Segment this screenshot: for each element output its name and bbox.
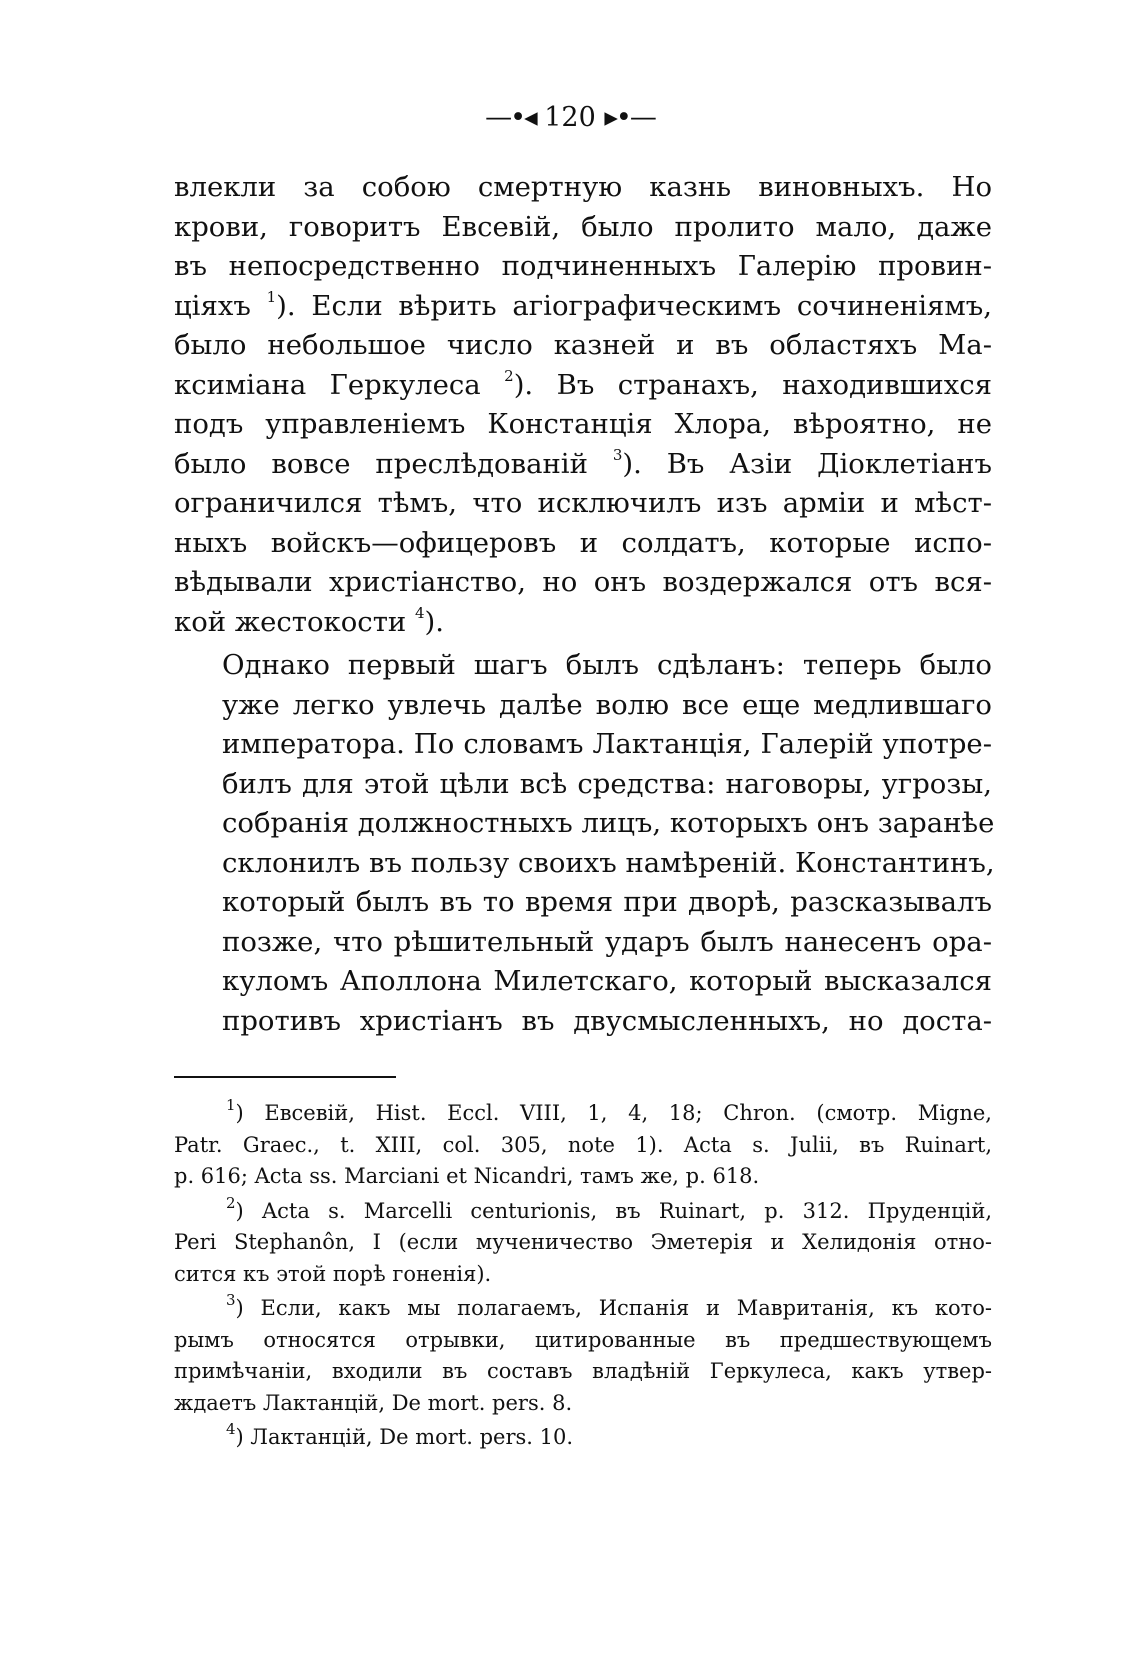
footnote-line: Peri Stephanôn, I (если мученичество Эметерія и Хелидонія отно- — [174, 1230, 992, 1254]
footnote-line: $^3$) Если, какъ мы полагаемъ, Испанія и Мавританія, къ кото- — [226, 1291, 992, 1320]
footnote-line: ждаетъ Лактанцій, De mort. pers. 8. — [174, 1390, 573, 1415]
text-line: императора. По словамъ Лактанція, Галерій употре- — [222, 728, 992, 760]
footnote-line: примѣчаніи, входили въ составъ владѣній Геркулеса, какъ утвер- — [174, 1359, 992, 1383]
page-number-value: 120 — [544, 102, 596, 133]
footnote-marker: 1 — [226, 1096, 236, 1114]
footnote-line: рымъ относятся отрывки, цитированные въ предшествующемъ — [174, 1327, 992, 1352]
text-line: Однако первый шагъ былъ сдѣланъ: теперь было — [222, 649, 992, 681]
text-line: влекли за собою смертную казнь виновныхъ. Но — [174, 171, 992, 203]
text-line: въ непосредственно подчиненныхъ Галерію провин- — [174, 250, 992, 282]
text-line: крови, говоритъ Евсевій, было пролито мало, даже — [174, 210, 992, 243]
text-line: было вовсе преслѣдованій $^3$). Въ Азіи Діоклетіанъ — [174, 446, 993, 480]
page-number-ornament-right: ▸•— — [604, 102, 655, 133]
footnote-line: Patr. Graec., t. XIII, col. 305, note 1). Acta s. Julii, въ Ruinart, — [174, 1132, 992, 1157]
footnote-line: p. 616; Acta ss. Marciani et Nicandri, тамъ же, p. 618. — [174, 1164, 760, 1188]
paragraph-2 — [174, 646, 995, 1041]
text-line: куломъ Аполлона Милетскаго, который высказался — [222, 965, 992, 997]
text-line: позже, что рѣшительный ударъ былъ нанесенъ ора- — [222, 925, 992, 958]
footnote-separator — [174, 1076, 396, 1078]
footnotes — [174, 1098, 992, 1457]
text-line: ныхъ войскъ—офицеровъ и солдатъ, которые испо- — [174, 526, 992, 559]
footnote-3 — [174, 1293, 992, 1419]
footnote-marker: 2 — [226, 1193, 236, 1212]
footnote-line: $^4$) Лактанцій, De mort. pers. 10. — [226, 1420, 574, 1449]
text-line: вѣдывали христіанство, но онъ воздержался отъ вся- — [174, 566, 992, 598]
footnote-line: $^1$) Евсевій, Hist. Eccl. VIII, 1, 4, 18; Chron. (смотр. Migne, — [226, 1096, 992, 1125]
footnote-1 — [174, 1098, 992, 1193]
text-line: кой жестокости $^4$). — [174, 604, 445, 638]
text-line: уже легко увлечь далѣе волю все еще медлившаго — [222, 688, 992, 721]
text-line: ксиміана Геркулеса $^2$). Въ странахъ, находившихся — [174, 367, 992, 401]
main-text — [174, 168, 995, 1041]
footnote-ref: 2 — [504, 367, 514, 386]
footnote-2 — [174, 1193, 992, 1291]
text-line: было небольшое число казней и въ областяхъ Ма- — [174, 329, 992, 361]
text-line: который былъ въ то время при дворѣ, разсказывалъ — [222, 886, 992, 918]
text-line: склонилъ въ пользу своихъ намѣреній. Константинъ, — [222, 846, 995, 879]
text-line: ціяхъ $^1$). Если вѣрить агіографическимъ сочиненіямъ, — [174, 288, 992, 322]
footnote-marker: 3 — [226, 1291, 236, 1309]
text-line: противъ христіанъ въ двусмысленныхъ, но доста- — [222, 1004, 992, 1037]
paragraph-1 — [174, 168, 992, 642]
text-line: билъ для этой цѣли всѣ средства: наговоры, угрозы, — [222, 767, 992, 800]
footnote-line: сится къ этой порѣ гоненія). — [174, 1261, 492, 1286]
footnote-marker: 4 — [226, 1420, 236, 1438]
text-line: собранія должностныхъ лицъ, которыхъ онъ заранѣе — [222, 807, 995, 839]
page-number-ornament-left: —•◂ — [485, 102, 536, 133]
footnote-4 — [174, 1422, 992, 1454]
text-line: подъ управленіемъ Констанція Хлора, вѣроятно, не — [174, 408, 992, 440]
footnote-line: $^2$) Acta s. Marcelli centurionis, въ Ruinart, p. 312. Пруденцій, — [226, 1193, 992, 1223]
footnote-ref: 4 — [415, 604, 425, 623]
footnote-ref: 3 — [612, 446, 623, 465]
text-line: ограничился тѣмъ, что исключилъ изъ арміи и мѣст- — [174, 487, 992, 519]
page-number — [0, 100, 1140, 136]
footnote-ref: 1 — [266, 288, 277, 307]
